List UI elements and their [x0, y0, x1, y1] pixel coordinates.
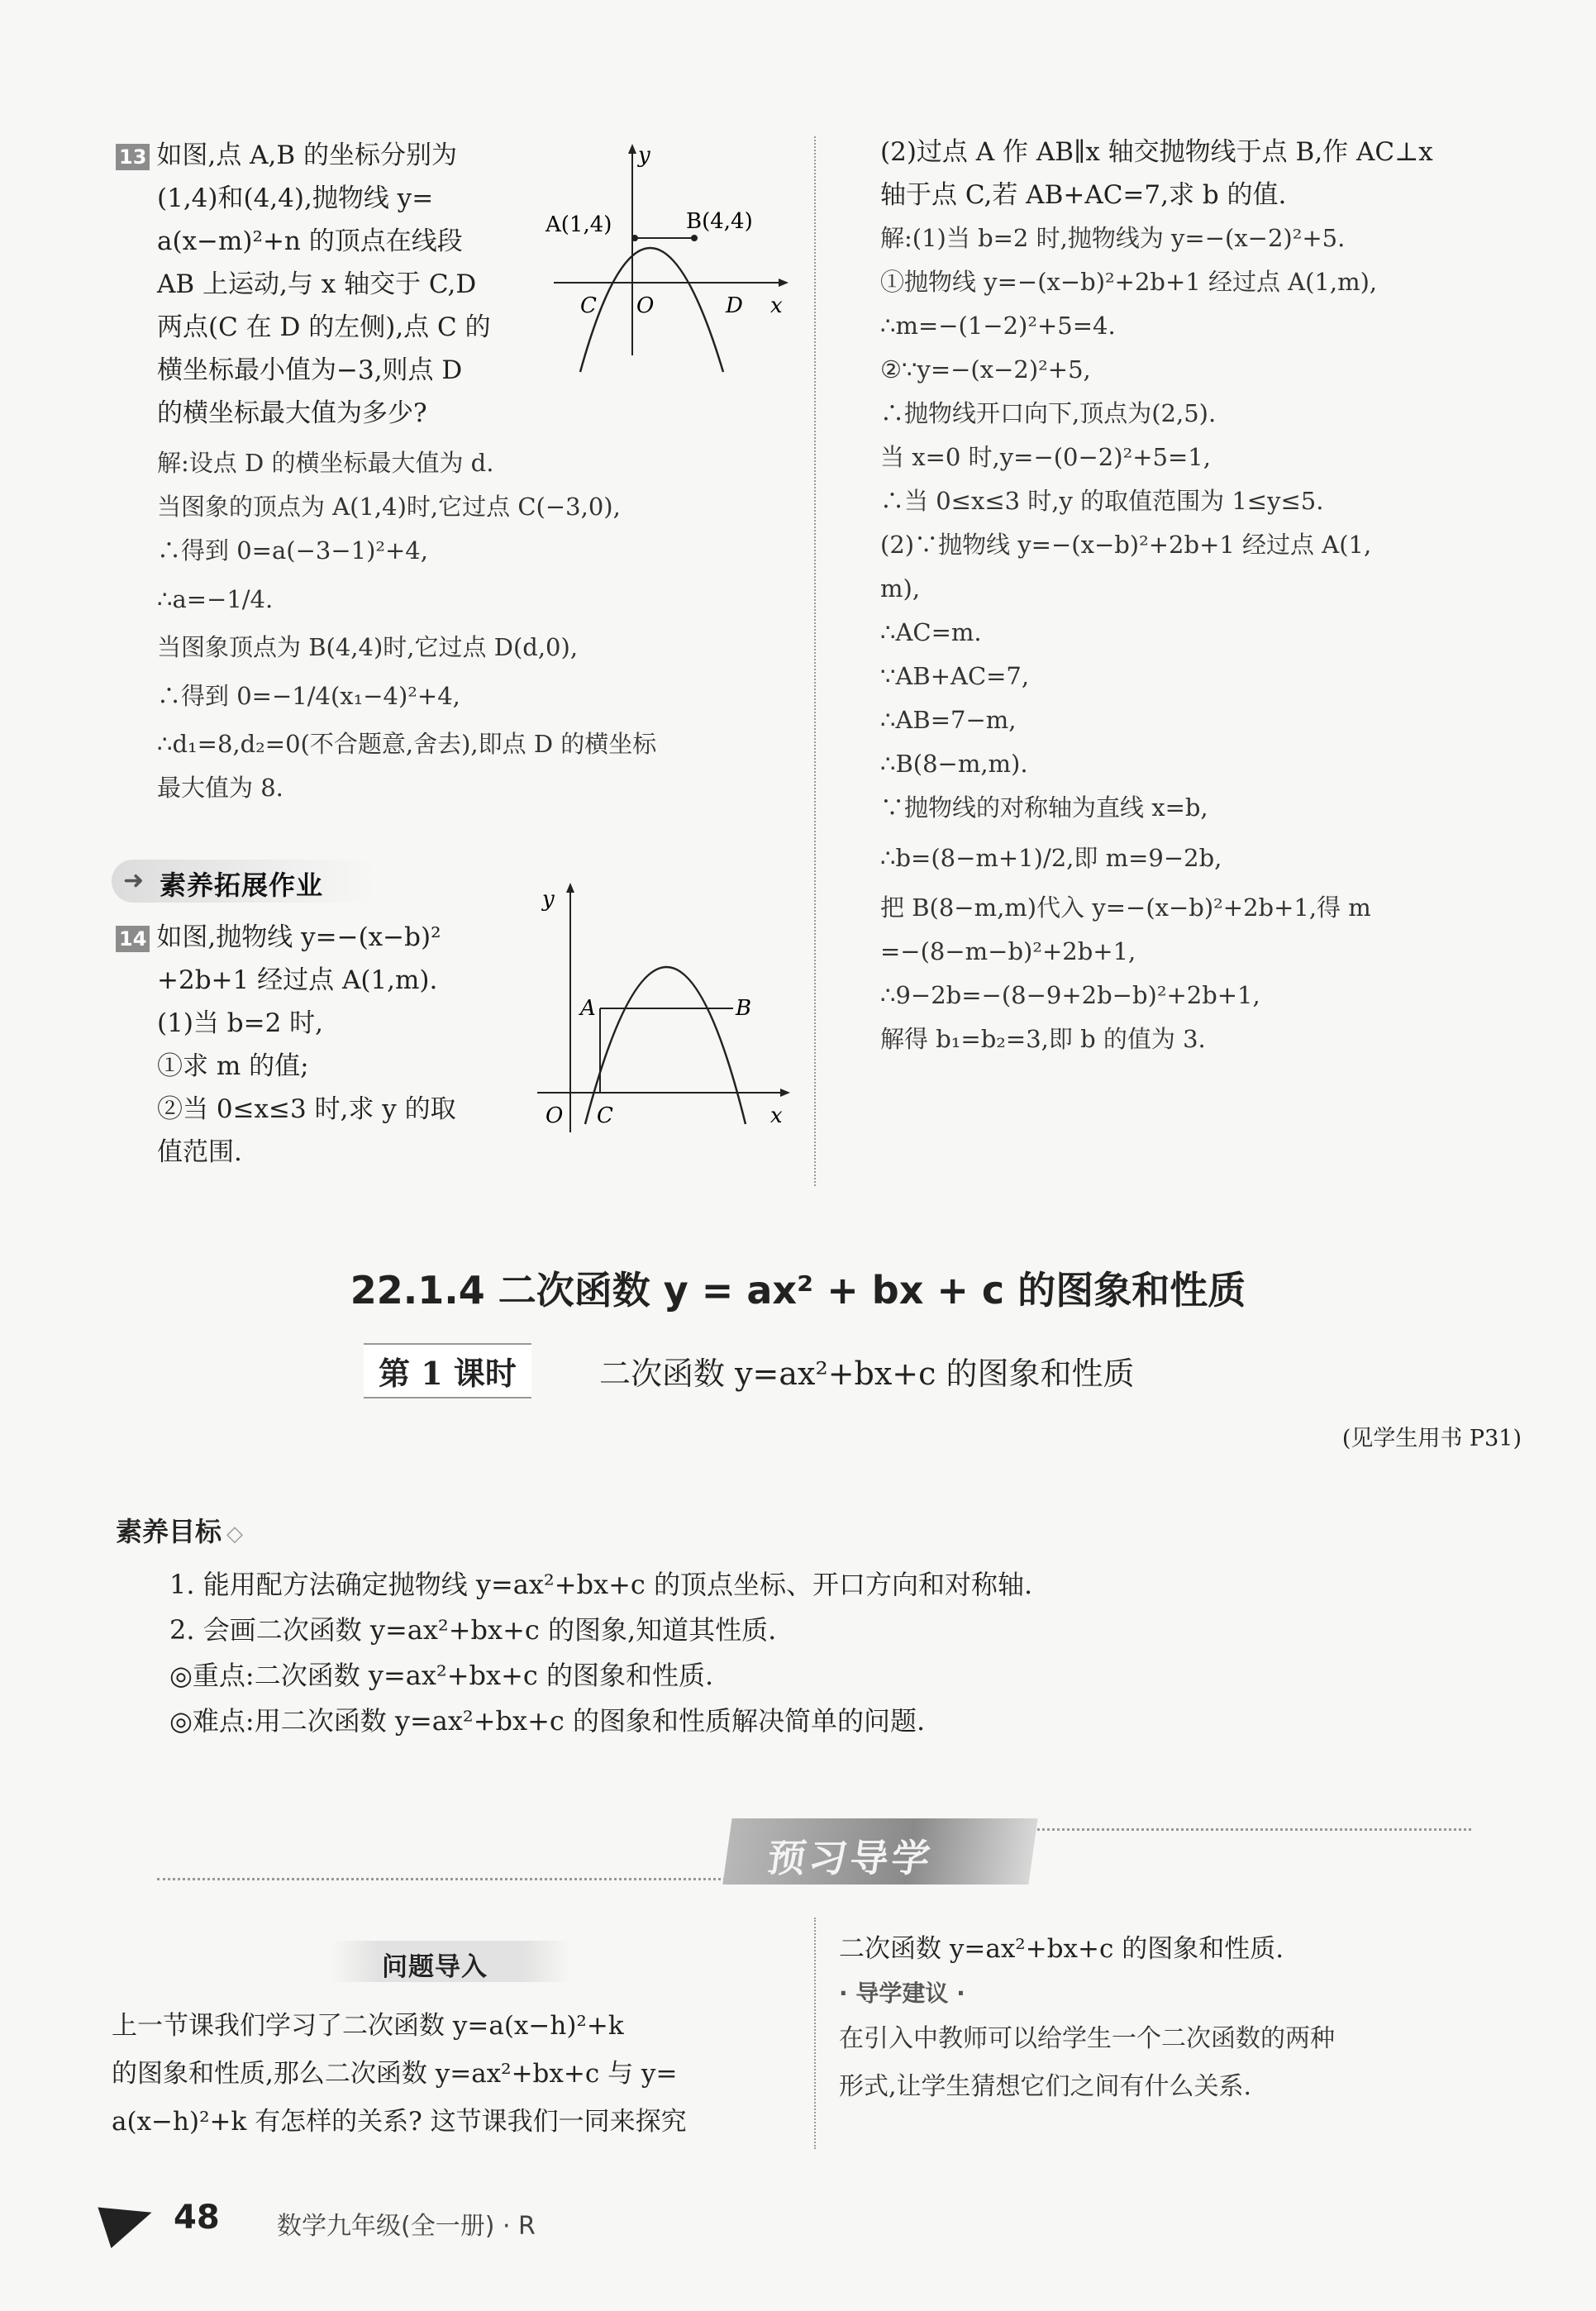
lesson-title: 二次函数 y=ax²+bx+c 的图象和性质 — [599, 1356, 1135, 1392]
arrow-icon: ➜ — [123, 866, 145, 895]
solution-line: ∴AB=7−m, — [880, 706, 1017, 734]
intro-right — [839, 1926, 1550, 2111]
solution-line: 解得 b₁=b₂=3,即 b 的值为 3. — [880, 1025, 1206, 1053]
extension-tag-label: 素养拓展作业 — [160, 870, 324, 901]
question-14-line: ②当 0≤x≤3 时,求 y 的取 — [157, 1094, 456, 1124]
solution-line: ∴m=−(1−2)²+5=4. — [880, 312, 1116, 340]
solution-line: ∴d₁=8,d₂=0(不合题意,舍去),即点 D 的横坐标 — [157, 730, 657, 758]
intro-tag-label: 问题导入 — [382, 1952, 488, 1982]
fig-label-b: B(4,4) — [686, 209, 753, 234]
question-13 — [116, 134, 545, 435]
solution-line: ∴B(8−m,m). — [880, 750, 1028, 778]
solution-line: ∴得到 0=a(−3−1)²+4, — [157, 536, 428, 565]
question-13-line: AB 上运动,与 x 轴交于 C,D — [157, 269, 477, 299]
solution-line: m), — [880, 574, 921, 603]
solution-line: ∴得到 0=−1/4(x₁−4)²+4, — [157, 682, 460, 710]
student-book-ref: (见学生用书 P31) — [1341, 1426, 1522, 1451]
solution-line: ①抛物线 y=−(x−b)²+2b+1 经过点 A(1,m), — [880, 268, 1378, 296]
preview-banner-label: 预习导学 — [765, 1836, 936, 1880]
guide-line: 形式,让学生猜想它们之间有什么关系. — [839, 2072, 1252, 2101]
fig-label-o: O — [545, 1103, 564, 1128]
solution-line: ∴9−2b=−(8−9+2b−b)²+2b+1, — [880, 981, 1260, 1009]
intro-line: 上一节课我们学习了二次函数 y=a(x−h)²+k — [112, 2011, 624, 2041]
solution-line: =−(8−m−b)²+2b+1, — [880, 937, 1136, 965]
question-14-line: (1)当 b=2 时, — [157, 1008, 324, 1038]
intro-line: 二次函数 y=ax²+bx+c 的图象和性质. — [839, 1934, 1284, 1964]
question-13-line: a(x−m)²+n 的顶点在线段 — [157, 226, 463, 256]
goal-item: ◎重点:二次函数 y=ax²+bx+c 的图象和性质. — [169, 1660, 714, 1691]
question-13-line: 的横坐标最大值为多少? — [157, 398, 427, 428]
question-14-part2-line: (2)过点 A 作 AB∥x 轴交抛物线于点 B,作 AC⊥x — [880, 137, 1433, 167]
banner-divider-left — [157, 1878, 736, 1880]
solution-line: ∵抛物线的对称轴为直线 x=b, — [880, 793, 1208, 822]
question-number: 13 — [116, 144, 150, 170]
intro-tag — [331, 1941, 570, 1982]
fig-label-a: A — [580, 996, 596, 1021]
solution-line: ②∵y=−(x−2)²+5, — [880, 355, 1091, 384]
intro-line: 的图象和性质,那么二次函数 y=ax²+bx+c 与 y= — [112, 2059, 678, 2089]
question-number: 14 — [116, 926, 150, 952]
solution-line: 最大值为 8. — [157, 774, 283, 802]
column-divider — [814, 1918, 816, 2149]
solution-line: 把 B(8−m,m)代入 y=−(x−b)²+2b+1,得 m — [880, 893, 1371, 922]
solution-line: 当图象顶点为 B(4,4)时,它过点 D(d,0), — [157, 633, 579, 661]
question-14-part2-line: 轴于点 C,若 AB+AC=7,求 b 的值. — [880, 180, 1287, 210]
solution-line: ∴抛物线开口向下,顶点为(2,5). — [880, 399, 1217, 427]
solution-line: ∴当 0≤x≤3 时,y 的取值范围为 1≤y≤5. — [880, 487, 1324, 515]
question-13-line: 13 如图,点 A,B 的坐标分别为 — [116, 134, 545, 177]
fig-label-y: y — [638, 143, 650, 168]
goal-item: ◎难点:用二次函数 y=ax²+bx+c 的图象和性质解决简单的问题. — [169, 1705, 926, 1737]
fig-label-o: O — [636, 293, 655, 318]
solution-line: ∴a=−1/4. — [157, 585, 274, 613]
column-divider — [814, 136, 816, 1186]
book-title: 数学九年级(全一册) · R — [277, 2212, 536, 2241]
question-14-line: +2b+1 经过点 A(1,m). — [157, 965, 438, 995]
fig-label-x: x — [770, 1103, 783, 1128]
banner-divider-right — [1033, 1828, 1471, 1831]
footer-logo-icon — [98, 2192, 158, 2248]
question-14-line: 14 如图,抛物线 y=−(x−b)² — [116, 916, 545, 959]
fig-label-a: A(1,4) — [545, 212, 612, 237]
solution-line: ∴b=(8−m+1)/2,即 m=9−2b, — [880, 844, 1222, 872]
goals-list — [169, 1562, 1533, 1744]
solution-line: ∵AB+AC=7, — [880, 662, 1030, 690]
solution-line: 解:设点 D 的横坐标最大值为 d. — [157, 449, 494, 477]
solution-line: (2)∵抛物线 y=−(x−b)²+2b+1 经过点 A(1, — [880, 531, 1372, 559]
intro-line: a(x−h)²+k 有怎样的关系? 这节课我们一同来探究 — [112, 2107, 687, 2137]
diamond-arrow-icon: ◇ — [226, 1522, 244, 1546]
solution-line: 当图象的顶点为 A(1,4)时,它过点 C(−3,0), — [157, 493, 621, 521]
lesson-label: 第 1 课时 — [364, 1343, 531, 1399]
page-number: 48 — [174, 2199, 220, 2237]
fig-label-c: C — [580, 293, 597, 318]
guide-line: 在引入中教师可以给学生一个二次函数的两种 — [839, 2024, 1335, 2053]
question-13-solution — [157, 441, 802, 810]
question-14-line: ①求 m 的值; — [157, 1051, 309, 1081]
extension-tag — [112, 860, 376, 903]
question-13-figure — [537, 141, 793, 388]
fig-label-b: B — [736, 996, 752, 1021]
question-14-figure — [529, 876, 802, 1141]
preview-banner — [722, 1818, 1037, 1885]
goal-item: 1. 能用配方法确定抛物线 y=ax²+bx+c 的顶点坐标、开口方向和对称轴. — [169, 1569, 1033, 1600]
question-13-line: 两点(C 在 D 的左侧),点 C 的 — [157, 312, 491, 342]
fig-label-c: C — [597, 1103, 613, 1128]
goals-heading: 素养目标 ◇ — [116, 1516, 244, 1547]
goal-item: 2. 会画二次函数 y=ax²+bx+c 的图象,知道其性质. — [169, 1614, 777, 1646]
section-title: 22.1.4 二次函数 y = ax² + bx + c 的图象和性质 — [350, 1268, 1246, 1313]
right-column — [880, 131, 1541, 1061]
question-13-line: 横坐标最小值为−3,则点 D — [157, 355, 463, 385]
solution-line: 解:(1)当 b=2 时,抛物线为 y=−(x−2)²+5. — [880, 224, 1346, 252]
guide-tag: · 导学建议 · — [839, 1980, 965, 2007]
fig-label-y: y — [542, 887, 555, 912]
solution-line: 当 x=0 时,y=−(0−2)²+5=1, — [880, 443, 1211, 471]
lesson-header — [364, 1343, 1273, 1401]
fig-label-d: D — [726, 293, 743, 318]
fig-label-x: x — [770, 293, 783, 318]
question-13-line: (1,4)和(4,4),抛物线 y= — [157, 183, 434, 213]
question-14-line: 值范围. — [157, 1137, 242, 1167]
intro-left — [112, 2002, 798, 2146]
question-14 — [116, 916, 545, 1174]
solution-line: ∴AC=m. — [880, 618, 982, 646]
